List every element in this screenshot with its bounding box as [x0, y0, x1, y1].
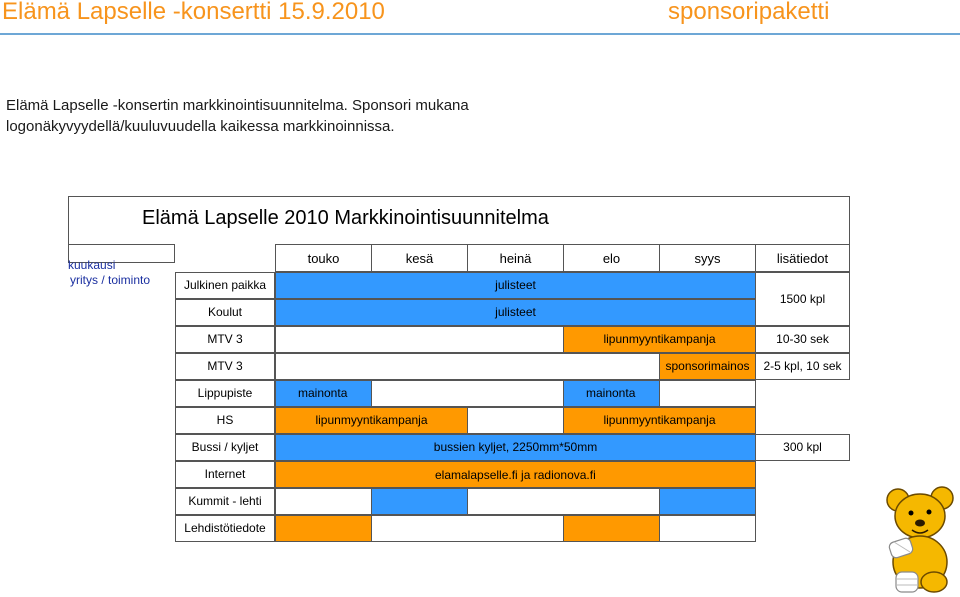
info-text: 1500 kpl: [779, 292, 826, 306]
bar-text: mainonta: [298, 386, 348, 400]
bar-text: julisteet: [495, 305, 536, 319]
bar-lippupiste-elo: [563, 380, 660, 407]
month-header-kesa: kesä: [371, 244, 468, 272]
bar-hs-kevat: [275, 407, 468, 434]
bar-kummit-syys: [659, 488, 756, 515]
row-label-mtv3: MTV 3: [175, 326, 275, 353]
bar-text: lipunmyyntikampanja: [315, 413, 428, 427]
page-subtitle: sponsoripaketti: [668, 0, 830, 25]
bar-lippupiste-touko: [275, 380, 372, 407]
row-label-koulut: Koulut: [175, 299, 275, 326]
bar-lehdisto-touko: [275, 515, 372, 542]
corner-label-month: kuukausi: [68, 258, 116, 272]
empty-cell: [659, 515, 756, 542]
month-header-elo: elo: [563, 244, 660, 272]
bar-koulut: [275, 299, 756, 326]
page-title: Elämä Lapselle -konsertti 15.9.2010: [2, 0, 385, 25]
bar-kummit-kesa: [371, 488, 468, 515]
bar-bussi: [275, 434, 756, 461]
row-label-internet: Internet: [175, 461, 275, 488]
info-text: 10-30 sek: [776, 332, 829, 346]
month-header-heina: heinä: [467, 244, 564, 272]
empty-cell: [275, 488, 372, 515]
bar-internet-text: elamalapselle.fi ja radionova.fi: [435, 468, 596, 482]
bar-text: bussien kyljet, 2250mm*50mm: [433, 440, 598, 454]
info-bussi: [755, 434, 850, 461]
bar-hs-syksy: [563, 407, 756, 434]
month-header-syys: syys: [659, 244, 756, 272]
info-julisteet: [755, 272, 850, 326]
bar-text: lipunmyyntikampanja: [603, 332, 716, 346]
bar-text: mainonta: [586, 386, 636, 400]
row-label-julkinen-paikka: Julkinen paikka: [175, 272, 275, 299]
bar-text: lipunmyyntikampanja: [603, 413, 716, 427]
bar-mtv3-kampanja: [563, 326, 756, 353]
bar-mtv3-sponsor: [659, 353, 756, 380]
row-label-bussi: Bussi / kyljet: [175, 434, 275, 461]
intro-text: [6, 95, 566, 137]
teddy-bear-logo: [884, 486, 958, 596]
header-divider: [0, 33, 960, 35]
info-text: 300 kpl: [783, 440, 822, 454]
info-header: lisätiedot: [755, 244, 850, 272]
empty-cell: [659, 380, 756, 407]
row-label-lehdistotiedote: Lehdistötiedote: [175, 515, 275, 542]
info-mtv3-kampanja: [755, 326, 850, 353]
row-label-lippupiste: Lippupiste: [175, 380, 275, 407]
row-label-mtv3-sponsor: MTV 3: [175, 353, 275, 380]
bar-lehdisto-elo: [563, 515, 660, 542]
intro-line-2: logonäkyvyydellä/kuuluvuudella kaikessa markkinoinnissa.: [6, 118, 395, 135]
plan-title: Elämä Lapselle 2010 Markkinointisuunnitelma: [142, 207, 549, 229]
corner-label-activity: yritys / toiminto: [70, 273, 151, 287]
bar-text: julisteet: [495, 278, 536, 292]
bar-text: sponsorimainos: [665, 359, 750, 373]
empty-cell: [371, 380, 564, 407]
empty-cell: [467, 407, 564, 434]
month-header-touko: touko: [275, 244, 372, 272]
info-text: 2-5 kpl, 10 sek: [763, 359, 842, 373]
empty-cell: [275, 326, 564, 353]
intro-line-1: Elämä Lapselle -konsertin markkinointisuunnitelma. Sponsori mukana: [6, 97, 469, 114]
info-mtv3-sponsor: [755, 353, 850, 380]
bar-julkinen-paikka: [275, 272, 756, 299]
row-label-hs: HS: [175, 407, 275, 434]
empty-cell: [371, 515, 564, 542]
empty-cell: [275, 353, 660, 380]
empty-cell: [467, 488, 660, 515]
row-label-kummit-lehti: Kummit - lehti: [175, 488, 275, 515]
